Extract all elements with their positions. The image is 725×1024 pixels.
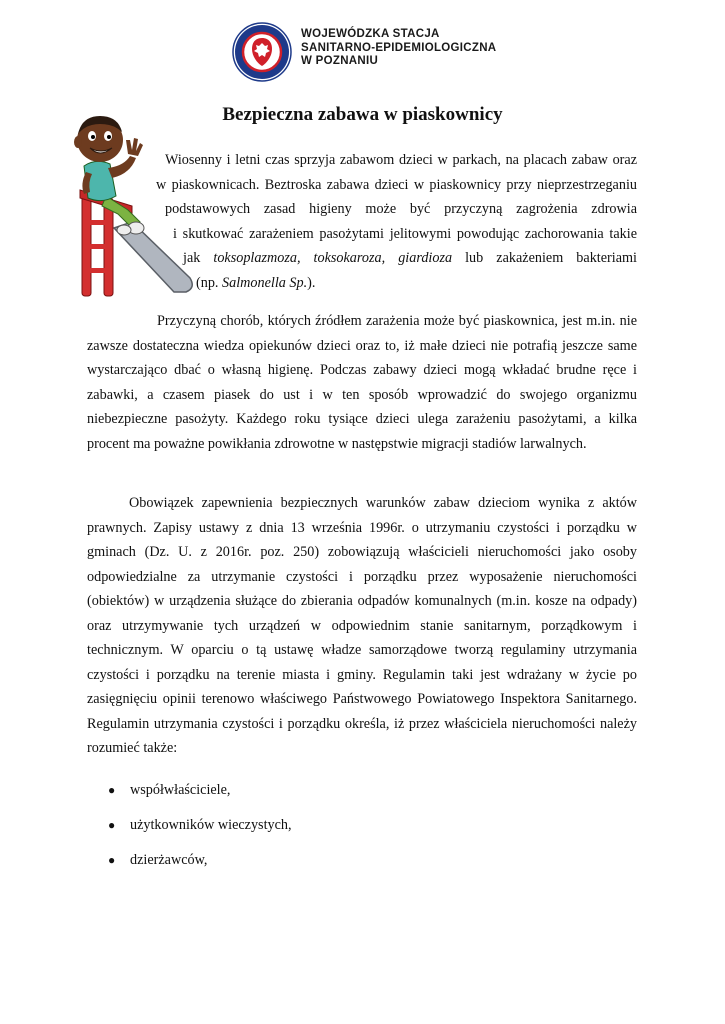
paragraph-1-line: Wiosenny i letni czas sprzyja zabawom dzieci w parkach, na placach zabaw oraz [165, 152, 637, 168]
bullet-icon: ● [108, 818, 116, 832]
institution-logo [232, 22, 292, 82]
paragraph-3: Obowiązek zapewnienia bezpiecznych warunków zabaw dzieciom wynika z aktów prawnych. Zapisy ustawy z dnia 13 września 1996r. o utrzymaniu czystości i porządku w gminach (Dz. U. z 2016r. poz. 250) zobowiązują właścicieli nieruchomości jako osoby odpowiedzialne za utrzymanie czystości i porządku przez wyposażenie nieruchomości (obiektów) w urządzenia służące do zbierania odpadów komunalnych (m.in. kosze na odpady) oraz utrzymywanie tych urządzeń w odpowiednim stanie sanitarnym, porządkowym i technicznym. W oparciu o tą ustawę władze samorządowe tworzą regulaminy utrzymania czystości i porządku na terenie miasta i gminy. Regulamin taki jest wdrażany w życie po zasięgnięciu opinii terenowo właściwego Państwowego Powiatowego Inspektora Sanitarnego. Regulamin utrzymania czystości i porządku określa, iż przez właściciela nieruchomości należy rozumieć także: [87, 495, 637, 756]
paragraph-1-line: i skutkować zarażeniem pasożytami jelitowymi powodując zachorowania takie [173, 226, 637, 242]
bullet-icon: ● [108, 853, 116, 867]
page-title: Bezpieczna zabawa w piaskownicy [222, 104, 503, 125]
paragraph-1-line: (np. Salmonella Sp.). [196, 275, 316, 291]
paragraph-2: Przyczyną chorób, których źródłem zarażenia może być piaskownica, jest m.in. nie zawsze dostateczna wiedza opiekunów dzieci oraz to, iż małe dzieci nie potrafią jeszcze same wystarczająco dbać o własną higienę. Podczas zabawy dzieci mogą wkładać brudne ręce i zabawki, a czasem piasek do ust i w ten sposób wprowadzić do swojego organizmu niebezpieczne pasożyty. Każdego roku tysiące dzieci ulega zarażeniu pasożytami, a kilka procent ma poważne powikłania zdrowotne w następstwie migracji stadiów larwalnych. [87, 313, 637, 452]
paragraph-1-line: jak toksoplazmoza, toksokaroza, giardioza lub zakażeniem bakteriami [183, 250, 637, 266]
bacteria-name: Salmonella Sp. [222, 275, 308, 291]
bullet-icon: ● [108, 783, 116, 797]
institution-line: SANITARNO-EPIDEMIOLOGICZNA [301, 41, 497, 54]
institution-line: W POZNANIU [301, 55, 379, 67]
institution-name [301, 28, 561, 69]
disease-names: toksoplazmoza, toksokaroza, giardioza [213, 250, 453, 266]
paragraph-1-line: w piaskownicach. Beztroska zabawa dzieci w piaskownicy przy nieprzestrzeganiu [156, 177, 637, 193]
paragraph-1-line: podstawowych zasad higieny może być przyczyną zagrożenia zdrowia [165, 201, 637, 217]
institution-line: WOJEWÓDZKA STACJA [301, 28, 440, 40]
